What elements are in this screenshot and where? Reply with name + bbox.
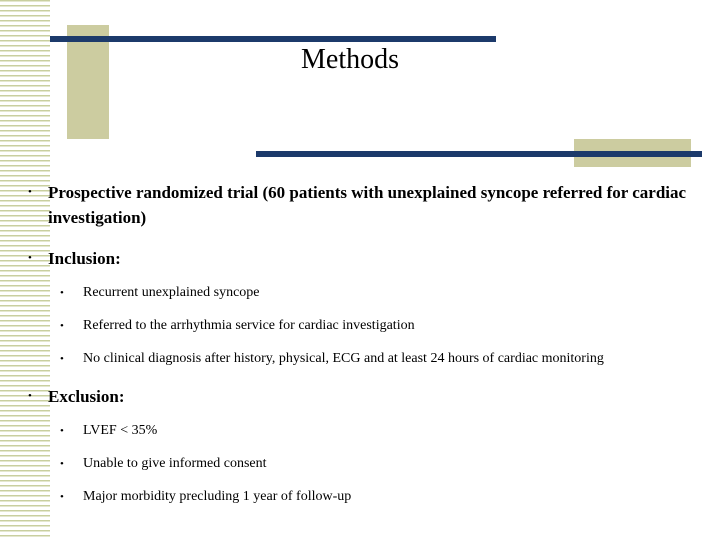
item-text: No clinical diagnosis after history, physical, ECG and at least 24 hours of cardiac monitoring: [83, 351, 604, 366]
inclusion-item: [24, 349, 714, 369]
inclusion-item: [24, 316, 714, 336]
exclusion-item: [24, 454, 714, 474]
bullet-glyph: •: [60, 491, 64, 503]
bullet-glyph: •: [60, 425, 64, 437]
bullet-glyph: •: [28, 186, 32, 198]
item-text: Major morbidity precluding 1 year of follow-up: [83, 489, 352, 504]
accent-block-left: [67, 25, 109, 139]
bullet-exclusion: [24, 384, 714, 409]
bullet-text: Prospective randomized trial (60 patients with unexplained syncope referred for cardiac investigation): [48, 183, 687, 227]
title-rule-bottom: [256, 151, 702, 157]
bullet-inclusion: [24, 246, 714, 271]
bullet-glyph: •: [60, 353, 64, 365]
bullet-text: Inclusion:: [48, 249, 121, 268]
exclusion-item: [24, 487, 714, 507]
item-text: Recurrent unexplained syncope: [83, 285, 260, 300]
item-text: Unable to give informed consent: [83, 456, 267, 471]
bullet-glyph: •: [28, 252, 32, 264]
item-text: Referred to the arrhythmia service for cardiac investigation: [83, 318, 415, 333]
bullet-trial-design: [24, 180, 714, 230]
inclusion-item: [24, 283, 714, 303]
bullet-glyph: •: [60, 458, 64, 470]
exclusion-item: [24, 421, 714, 441]
bullet-glyph: •: [28, 390, 32, 402]
bullet-glyph: •: [60, 287, 64, 299]
bullet-glyph: •: [60, 320, 64, 332]
slide-title: Methods: [301, 44, 399, 75]
bullet-text: Exclusion:: [48, 387, 125, 406]
slide-content: [24, 180, 714, 507]
item-text: LVEF < 35%: [83, 423, 158, 438]
